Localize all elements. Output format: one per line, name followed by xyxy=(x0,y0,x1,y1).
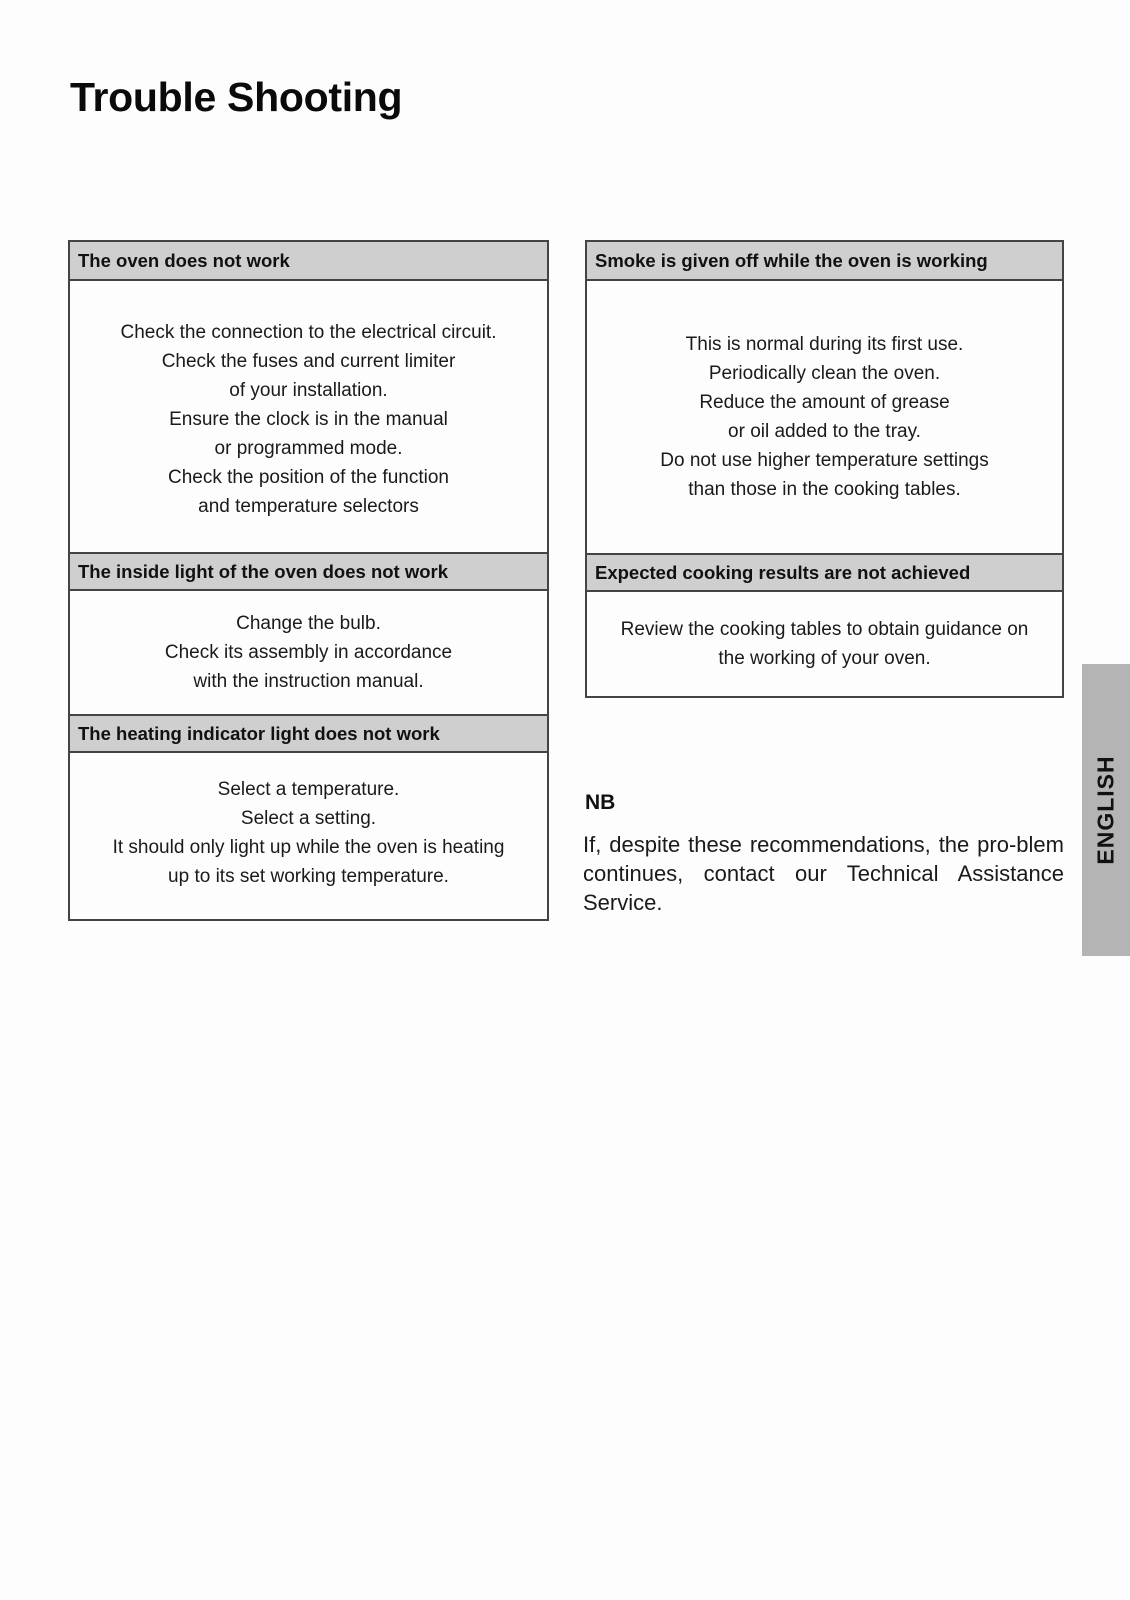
solution-line: Check its assembly in accordance xyxy=(164,642,453,663)
issue-solution xyxy=(70,753,547,919)
issue-oven-not-working xyxy=(70,242,547,552)
page-title: Trouble Shooting xyxy=(70,74,403,120)
issue-smoke xyxy=(587,242,1062,553)
solution-line: or programmed mode. xyxy=(214,438,403,459)
solution-line: than those in the cooking tables. xyxy=(688,479,961,500)
issue-heading: Smoke is given off while the oven is working xyxy=(587,242,1062,281)
issue-heating-indicator xyxy=(70,714,547,919)
issue-heading: The oven does not work xyxy=(70,242,547,281)
solution-line: the working of your oven. xyxy=(718,648,931,669)
language-tab-label: ENGLISH xyxy=(1092,755,1119,865)
note-title: NB xyxy=(585,791,616,814)
solution-line: of your installation. xyxy=(229,380,388,401)
solution-line: Select a setting. xyxy=(240,808,377,829)
solution-line: Check the fuses and current limiter xyxy=(161,351,456,372)
solution-line: and temperature selectors xyxy=(198,496,419,517)
solution-line: This is normal during its first use. xyxy=(685,334,964,355)
solution-line: Change the bulb. xyxy=(236,613,381,634)
issue-inside-light xyxy=(70,552,547,714)
issue-heading: The inside light of the oven does not work xyxy=(70,552,547,591)
solution-line: Reduce the amount of grease xyxy=(699,392,950,413)
solution-line: Check the connection to the electrical circuit. xyxy=(120,322,497,343)
solution-line: Do not use higher temperature settings xyxy=(660,450,989,471)
solution-line: Select a temperature. xyxy=(217,779,400,800)
issue-cooking-results xyxy=(587,553,1062,696)
issue-heading: The heating indicator light does not work xyxy=(70,714,547,753)
solution-line: Ensure the clock is in the manual xyxy=(169,409,448,430)
issue-solution xyxy=(587,281,1062,553)
note-text: If, despite these recommendations, the pro-blem continues, contact our Technical Assistance Service. xyxy=(583,832,1064,915)
issue-solution xyxy=(70,591,547,714)
language-tab xyxy=(1082,664,1130,956)
solution-line: It should only light up while the oven is heating xyxy=(112,837,505,858)
solution-line: Review the cooking tables to obtain guidance on xyxy=(620,619,1029,640)
solution-line: with the instruction manual. xyxy=(193,671,424,692)
troubleshooting-table-left xyxy=(68,240,549,921)
solution-line: Check the position of the function xyxy=(168,467,449,488)
solution-line: Periodically clean the oven. xyxy=(708,363,941,384)
issue-solution xyxy=(70,281,547,552)
troubleshooting-table-right xyxy=(585,240,1064,698)
issue-heading: Expected cooking results are not achieved xyxy=(587,553,1062,592)
solution-line: up to its set working temperature. xyxy=(168,866,449,887)
solution-line: or oil added to the tray. xyxy=(728,421,921,442)
issue-solution xyxy=(587,592,1062,696)
